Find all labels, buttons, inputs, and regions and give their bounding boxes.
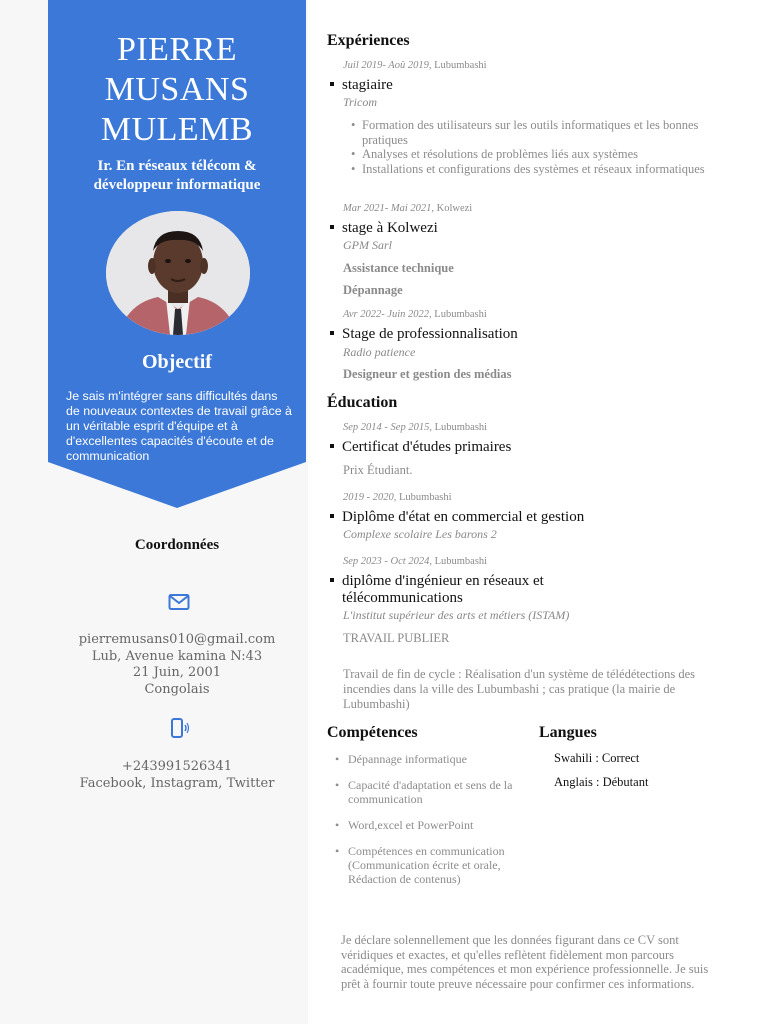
date-location: Lubumbashi	[434, 422, 488, 433]
professional-title: Ir. En réseaux télécom & développeur informatique	[93, 158, 261, 193]
languages-heading: Langues	[539, 724, 597, 741]
education-org: Complexe scolaire Les barons 2	[343, 527, 497, 541]
profile-photo-illustration	[106, 211, 250, 335]
date-location: Lubumbashi	[434, 309, 487, 320]
date-range: Juil 2019- Aoû 2019,	[343, 60, 432, 71]
education-date	[343, 422, 487, 433]
contact-heading: Coordonnées	[134, 537, 220, 553]
date-range: Sep 2023 - Oct 2024,	[343, 556, 432, 567]
experience-role	[327, 326, 518, 343]
list-item: • Dépannage informatique	[335, 752, 515, 766]
objective-heading: Objectif	[142, 351, 212, 373]
experience-task: Dépannage	[343, 283, 403, 297]
list-item: • Compétences en communication (Communication écrite et orale, Rédaction de contenus)	[335, 844, 515, 886]
date-location: Lubumbashi	[434, 556, 488, 567]
date-location: Lubumbashi	[434, 60, 487, 71]
social-text: Facebook, Instagram, Twitter	[79, 775, 275, 791]
contact-details-2	[48, 759, 306, 792]
email-text: pierremusans010@gmail.com	[78, 632, 276, 647]
experience-date	[343, 309, 487, 320]
experience-org: GPM Sarl	[343, 238, 392, 252]
experience-bullets	[351, 118, 721, 176]
experience-task: Designeur et gestion des médias	[343, 367, 512, 381]
skills-heading: Compétences	[327, 724, 418, 741]
name-line: PIERRE	[116, 31, 238, 68]
date-range: Avr 2022- Juin 2022,	[343, 309, 432, 320]
list-item: • Installations et configurations des systèmes et réseaux informatiques	[351, 162, 721, 177]
list-item: • Formation des utilisateurs sur les outils informatiques et les bonnes pratiques	[351, 118, 721, 147]
list-item: • Analyses et résolutions de problèmes liés aux systèmes	[351, 147, 721, 162]
education-date	[343, 492, 452, 503]
role-text: Stage de professionnalisation	[342, 326, 518, 342]
phone-text: +243991526341	[121, 759, 233, 774]
experience-date	[343, 60, 487, 71]
experience-org: Tricom	[343, 95, 378, 109]
list-item: • Word,excel et PowerPoint	[335, 818, 515, 832]
address-text: Lub, Avenue kamina N:43	[91, 648, 263, 664]
education-heading: Éducation	[327, 394, 398, 411]
envelope-icon	[167, 590, 191, 614]
candidate-name	[48, 30, 306, 150]
objective-text: Je sais m'intégrer sans difficultés dans de nouveaux contextes de travail grâce à un véritable esprit d'équipe et à d'excellentes capacités d'écoute et de communication	[66, 389, 292, 463]
experience-org: Radio patience	[343, 345, 416, 359]
title-text: télécommunications	[342, 590, 463, 606]
language-item: Anglais : Débutant	[554, 775, 649, 789]
name-line: MULEMB	[100, 111, 254, 148]
title-text: Diplôme d'état en commercial et gestion	[342, 509, 585, 525]
profile-photo	[106, 211, 250, 335]
education-org: L'institut supérieur des arts et métiers (ISTAM)	[343, 608, 570, 622]
language-item: Swahili : Correct	[554, 751, 640, 765]
experience-role	[327, 77, 393, 94]
skills-list	[335, 752, 515, 886]
experience-heading: Expériences	[327, 32, 410, 49]
experience-role	[327, 220, 438, 237]
list-item: • Capacité d'adaptation et sens de la communication	[335, 778, 515, 806]
education-thesis: Travail de fin de cycle : Réalisation d'un système de télédétections des incendies dans la ville des Lubumbashi ; cas pratique (la mairie de Lubumbashi)	[343, 667, 696, 711]
education-title	[327, 509, 584, 526]
title-text: Certificat d'études primaires	[342, 439, 512, 455]
date-range: 2019 - 2020,	[343, 492, 397, 503]
role-text: stage à Kolwezi	[342, 220, 438, 236]
date-range: Sep 2014 - Sep 2015,	[343, 422, 432, 433]
education-note: TRAVAIL PUBLIER	[343, 631, 450, 645]
date-location: Lubumbashi	[399, 492, 452, 503]
declaration-text: Je déclare solennellement que les données figurant dans ce CV sont véridiques et exactes, et qu'elles reflètent fidèlement mon parcours académique, mes compétences et mon expérience professionnelle. Je suis prêt à fournir toute preuve nécessaire pour confirmer ces informations.	[341, 933, 709, 992]
nationality-text: Congolais	[144, 681, 210, 697]
role-text: stagiaire	[342, 77, 393, 93]
date-range: Mar 2021- Mai 2021,	[343, 203, 434, 214]
birthdate-text: 21 Juin, 2001	[132, 665, 222, 680]
date-location: Kolwezi	[436, 203, 473, 214]
title-text: diplôme d'ingénieur en réseaux et	[342, 573, 544, 589]
experience-task: Assistance technique	[343, 261, 454, 275]
phone-icon	[167, 716, 191, 740]
education-date	[343, 556, 487, 567]
contact-details	[48, 632, 306, 698]
name-line: MUSANS	[104, 71, 250, 108]
education-note: Prix Étudiant.	[343, 463, 413, 477]
education-title	[327, 573, 544, 607]
education-title	[327, 439, 511, 456]
experience-date	[343, 203, 472, 214]
